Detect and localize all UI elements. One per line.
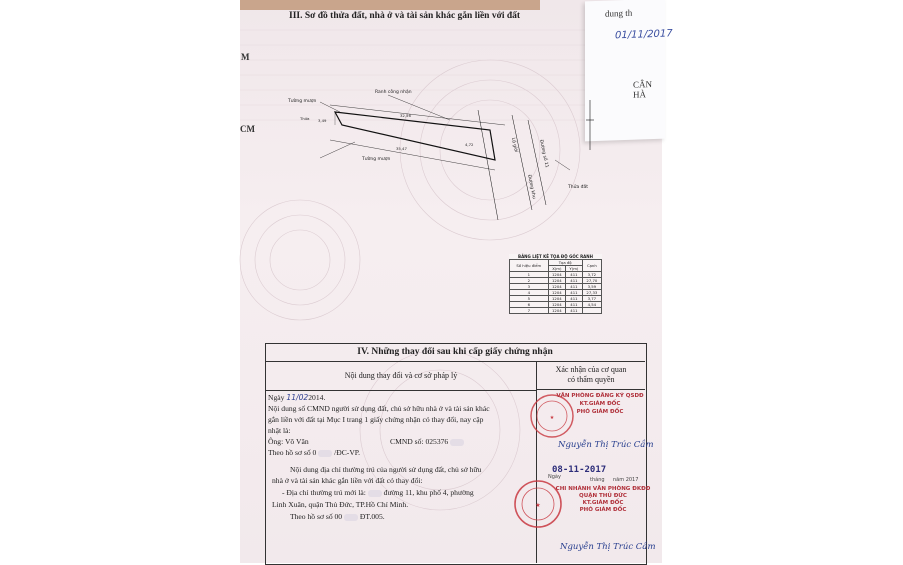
road-line-2	[512, 115, 532, 210]
section4-title: IV. Những thay đổi sau khi cấp giấy chứng nhận	[265, 343, 645, 362]
cell: 1204	[548, 290, 566, 296]
stamp-top-line1: VĂN PHÒNG ĐĂNG KÝ QSDĐ	[556, 393, 644, 399]
entry-line-8: nhà ở và tài sản khác gắn liền với đất có thay đổi:	[272, 476, 423, 485]
cell: 1204	[548, 272, 566, 278]
stamp-bottom-line3: KT.GIÁM ĐỐC	[582, 500, 624, 506]
seal-star: ★	[549, 415, 555, 421]
label-tuong-mid: Tường mượn	[362, 157, 391, 162]
entry-line-5-left: Ông: Võ Văn	[268, 437, 309, 446]
cell: 7	[510, 308, 549, 314]
label-thua-right: Thửa đất	[568, 185, 589, 190]
cell: 4,54	[582, 302, 601, 308]
right-header-line1: Xác nhận của cơ quan	[555, 365, 627, 374]
label-thua-top: Thửa	[300, 116, 310, 121]
redaction-mark	[368, 490, 382, 497]
label-tuong-top: Tường mượn	[288, 99, 317, 104]
coord-header-point: Số hiệu điểm	[510, 260, 549, 272]
cell: 411	[566, 302, 583, 308]
cell: 2	[510, 278, 549, 284]
leader-line-4	[555, 160, 570, 170]
cell: 1204	[548, 308, 566, 314]
cell: 411	[566, 272, 583, 278]
right-header-line2: có thẩm quyền	[567, 375, 615, 384]
section4-right-header	[537, 362, 645, 390]
cell: 411	[566, 284, 583, 290]
entry-line-9	[282, 488, 474, 497]
cell: 5	[510, 296, 549, 302]
section3-title: III. Sơ đồ thửa đất, nhà ở và tài sản khác gắn liền với đất	[289, 11, 521, 21]
coord-header-coords: Tọa độ	[548, 260, 582, 266]
margin-letter-mid: CM	[240, 124, 255, 134]
cell: 1204	[548, 284, 566, 290]
dim-small1: 3,49	[318, 118, 327, 123]
other-sheet-handwriting: 01/11/2017	[615, 28, 673, 42]
label-duong-khu: Đường khu	[526, 174, 537, 200]
cell: 1	[510, 272, 549, 278]
entry-line-4: nhật là:	[268, 426, 291, 435]
redaction-mark	[318, 450, 332, 457]
cell: 1204	[548, 296, 566, 302]
entry-line-2: Nội dung số CMND người sử dụng đất, chủ sở hữu nhà ở và tài sản khác	[268, 404, 490, 413]
cell: 411	[566, 278, 583, 284]
label-lo-gioi: Lộ giới	[510, 137, 519, 153]
cell: 411	[566, 296, 583, 302]
leader-line-1	[388, 95, 450, 120]
dim-lower: 35,47	[396, 146, 407, 151]
entry-line-3: gắn liền với đất tại Mục I trang 1 giấy chứng nhận có thay đổi, nay cập	[268, 415, 484, 424]
stamp-bottom-line2: QUẬN THỦ ĐỨC	[579, 493, 627, 499]
cell: 3,59	[582, 284, 601, 290]
cell: 3,77	[582, 296, 601, 302]
date-stamp: 08-11-2017	[552, 465, 607, 475]
hoso-suffix: /ĐC-VP.	[334, 448, 361, 457]
signature-top: Nguyễn Thị Trúc Cầm	[558, 440, 654, 450]
redaction-mark	[344, 514, 358, 521]
margin-letter-top: M	[241, 52, 250, 62]
cmnd-text: CMND số: 025376	[390, 437, 449, 446]
cell: 411	[566, 308, 583, 314]
date-label-nam: năm 2017	[613, 477, 639, 483]
coord-sub-x: X(m)	[548, 266, 566, 272]
cell: 3,72	[582, 272, 601, 278]
hoso2-suffix: ĐT.005.	[359, 512, 385, 521]
stamp-bottom-line4: PHÓ GIÁM ĐỐC	[579, 507, 627, 513]
entry-line-7: Nội dung địa chỉ thường trú của người sử dụng đất, chủ sở hữu	[290, 465, 482, 474]
leader-line-3	[320, 142, 355, 158]
stamp-top-line2: KT.GIÁM ĐỐC	[579, 401, 621, 407]
seal-star: ★	[535, 502, 541, 509]
stamp-top-line3: PHÓ GIÁM ĐỐC	[576, 409, 624, 415]
entry-line-6	[268, 448, 360, 457]
cell: 3	[510, 284, 549, 290]
table-row	[510, 308, 602, 314]
other-sheet-text: dung th	[605, 7, 633, 19]
cell: 4	[510, 290, 549, 296]
label-ranh: Ranh công nhận	[375, 90, 412, 95]
cell	[582, 308, 601, 314]
road-line-1	[478, 110, 498, 220]
cell: 27,70	[582, 278, 601, 284]
entry-date-line	[268, 393, 325, 402]
top-edge-strip	[240, 0, 540, 10]
cell: 6	[510, 302, 549, 308]
dim-long: 32,56	[400, 113, 411, 118]
dim-small2: 4,72	[465, 142, 474, 147]
coordinate-table	[509, 254, 602, 314]
redaction-mark	[450, 439, 464, 446]
date-handwritten: 11/02	[286, 393, 309, 402]
hoso2-text: Theo hồ sơ số 00	[290, 512, 343, 521]
date-prefix: Ngày	[268, 393, 285, 402]
date-suffix: 2014.	[308, 393, 326, 402]
entry-line-10: Linh Xuân, quận Thủ Đức, TP.Hồ Chí Minh.	[272, 500, 409, 509]
cell: 411	[566, 290, 583, 296]
leader-line-2	[320, 102, 340, 112]
stamp-bottom-line1: CHI NHÁNH VĂN PHÒNG ĐKĐĐ	[555, 486, 651, 492]
address-label: - Địa chỉ thường trú mới là:	[282, 488, 366, 497]
entry-line-5-right	[390, 437, 464, 446]
coord-sub-y: Y(m)	[566, 266, 583, 272]
other-sheet-text-2: CÂN HÀ	[633, 79, 653, 100]
coord-caption: BẢNG LIỆT KÊ TỌA ĐỘ GÓC RANH	[518, 254, 593, 259]
cell: 27,33	[582, 290, 601, 296]
plot-outline	[335, 112, 495, 160]
cell: 1204	[548, 278, 566, 284]
address-value: đường 11, khu phố 4, phường	[383, 488, 474, 497]
section4-left-header: Nội dung thay đổi và cơ sở pháp lý	[266, 362, 537, 391]
label-duong-11: Đường số 11	[538, 139, 549, 169]
red-seal-top	[528, 392, 576, 440]
signature-bottom: Nguyễn Thị Trúc Cầm	[560, 542, 656, 552]
date-label-ngay: Ngày	[548, 474, 561, 480]
cell: 1204	[548, 302, 566, 308]
entry-line-11	[290, 512, 385, 521]
land-plot-diagram	[288, 80, 610, 250]
hoso-text: Theo hồ sơ số 0	[268, 448, 317, 457]
date-label-thang: tháng	[590, 477, 605, 483]
coord-header-edge: Cạnh	[582, 260, 601, 272]
